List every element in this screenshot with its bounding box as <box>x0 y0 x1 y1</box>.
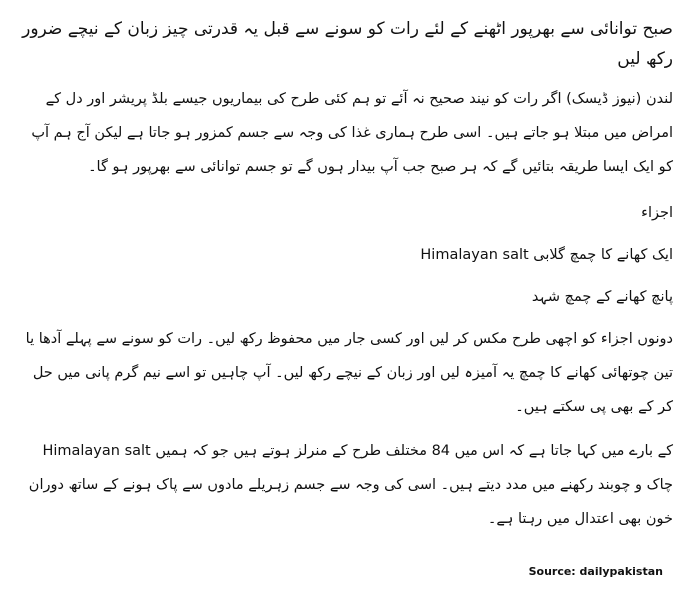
about-paragraph: Himalayan salt کے بارے میں کہا جاتا ہے کہ اس میں 84 مختلف طرح کے منرلز ہوتے ہیں جو کہ ہمیں چاک و چوبند رکھنے میں مدد دیتے ہیں۔ اسی کی وجہ سے جسم زہریلے مادوں سے پاک ہونے کے ساتھ دوران خون بھی اعتدال میں رہتا ہے۔ <box>28 443 673 527</box>
source-credit: Source: dailypakistan <box>528 565 663 578</box>
ingredient-salt: ایک کھانے کا چمچ گلابی Himalayan salt <box>420 247 673 263</box>
ingredients-heading: اجزاء <box>641 205 673 221</box>
method-paragraph: دونوں اجزاء کو اچھی طرح مکس کر لیں اور کسی جار میں محفوظ رکھ لیں۔ رات کو سونے سے پہلے آدھا یا تین چوتھائی کھانے کا چمچ یہ آمیزہ لیں اور زبان کے نیچے رکھ لیں۔ آپ چاہیں تو اسے نیم گرم پانی میں حل کر کے بھی پی سکتے ہیں۔ <box>25 331 673 415</box>
ingredient-honey: پانچ کھانے کے چمچ شہد <box>531 289 673 305</box>
article-title: صبح توانائی سے بھرپور اٹھنے کے لئے رات کو سونے سے قبل یہ قدرتی چیز زبان کے نیچے ضرور رکھ لیں <box>22 19 673 69</box>
intro-paragraph: لندن (نیوز ڈیسک) اگر رات کو نیند صحیح نہ آئے تو ہم کئی طرح کی بیماریوں جیسے بلڈ پریشر اور دل کے امراض میں مبتلا ہو جاتے ہیں۔ اسی طرح ہماری غذا کی وجہ سے جسم کمزور ہو جاتا ہے لیکن آج ہم آپ کو ایک ایسا طریقہ بتائیں گے کہ ہر صبح جب آپ بیدار ہوں گے تو جسم توانائی سے بھرپور ہو گا۔ <box>31 91 673 175</box>
